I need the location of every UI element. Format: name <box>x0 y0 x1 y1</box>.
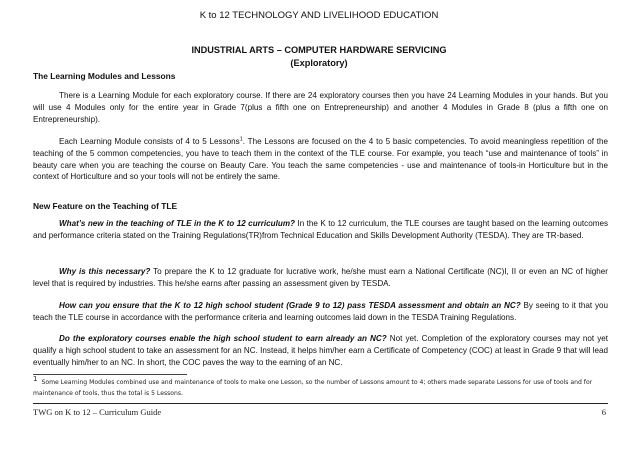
footnote <box>33 374 613 399</box>
question-why-necessary: Why is this necessary? <box>59 267 151 276</box>
paragraph-learning-module-text: There is a Learning Module for each exploratory course. If there are 24 exploratory courses then you have 24 Learning Modules in your hands. But you will use 4 Modules only for the entire year in Grade 7(plus a fifth one on Entrepreneurship) and another 4 Modules in Grade 8 (plus a fifth one on Entrepreneurship). <box>33 91 608 124</box>
paragraph-lessons <box>33 136 608 183</box>
footer-guide-title: TWG on K to 12 – Curriculum Guide <box>33 407 162 417</box>
section-heading-new-feature: New Feature on the Teaching of TLE <box>33 201 178 211</box>
paragraph-why-necessary <box>33 266 608 290</box>
answer-ensure-tesda: By seeing to it that you teach the TLE course in accordance with the performance criteria and learning outcomes laid down in the TESDA Training Regulations. <box>33 301 608 322</box>
paragraph-ensure-tesda <box>33 300 608 324</box>
question-exploratory-nc: Do the exploratory courses enable the high school student to earn already an NC? <box>59 334 387 343</box>
footnote-divider <box>33 374 187 375</box>
footnote-reference[interactable]: 1 <box>239 136 243 143</box>
answer-whats-new: In the K to 12 curriculum, the TLE courses are taught based on the learning outcomes and performance criteria stated on the Training Regulations(TR)from Technical Education and Skills Development Authority (TESDA). They are TR-based. <box>33 219 608 240</box>
paragraph-lessons-text-end: . The Lessons are focused on the 4 to 5 basic competencies. To avoid meaningless repetition of the teaching of the 5 common competencies, you have to teach them in the context of the TLE course. For example, you teach “use and maintenance of tools” in beauty care when you are teaching the course on Beauty Care. You teach the same competencies - use and maintenance of tools-in Horticulture but in the context of Horticulture and so your tools will not be entirely the same. <box>33 137 609 182</box>
document-title: K to 12 TECHNOLOGY AND LIVELIHOOD EDUCATION <box>199 10 439 21</box>
paragraph-learning-module <box>33 90 608 125</box>
footnote-text: Some Learning Modules combined use and maintenance of tools to make one Lesson, so the number of Lessons amount to 4; others made separate Lessons for use of tools and for maintenance of tools, thus the total is 5 Lessons. <box>33 379 593 397</box>
paragraph-exploratory-nc <box>33 333 608 368</box>
question-whats-new: What’s new in the teaching of TLE in the K to 12 curriculum? <box>59 219 295 228</box>
question-ensure-tesda: How can you ensure that the K to 12 high school student (Grade 9 to 12) pass TESDA assessment and obtain an NC? <box>59 301 521 310</box>
paragraph-whats-new <box>33 218 608 242</box>
answer-why-necessary: To prepare the K to 12 graduate for lucrative work, he/she must earn a National Certificate (NC)I, II or even an NC of higher level that is required by industries. This he/she earns after passing an assessment given by TESDA. <box>33 267 608 288</box>
answer-exploratory-nc: Not yet. Completion of the exploratory courses may not yet qualify a high school student to take an assessment for an NC. Instead, it helps him/her earn a Certificate of Competency (COC) at least in Grade 9 that will lead eventually him/her to an NC. In short, the COC paves the way to the earning of an NC. <box>33 334 608 367</box>
document-subtitle: INDUSTRIAL ARTS – COMPUTER HARDWARE SERVICING <box>191 45 447 55</box>
footnote-mark: 1 <box>33 374 38 383</box>
page-number: 6 <box>601 407 606 417</box>
footer-divider <box>33 403 608 404</box>
paragraph-lessons-text-start: Each Learning Module consists of 4 to 5 Lessons <box>59 137 240 146</box>
section-heading-learning-modules: The Learning Modules and Lessons <box>33 71 176 81</box>
document-subtitle-exploratory: (Exploratory) <box>290 58 348 68</box>
